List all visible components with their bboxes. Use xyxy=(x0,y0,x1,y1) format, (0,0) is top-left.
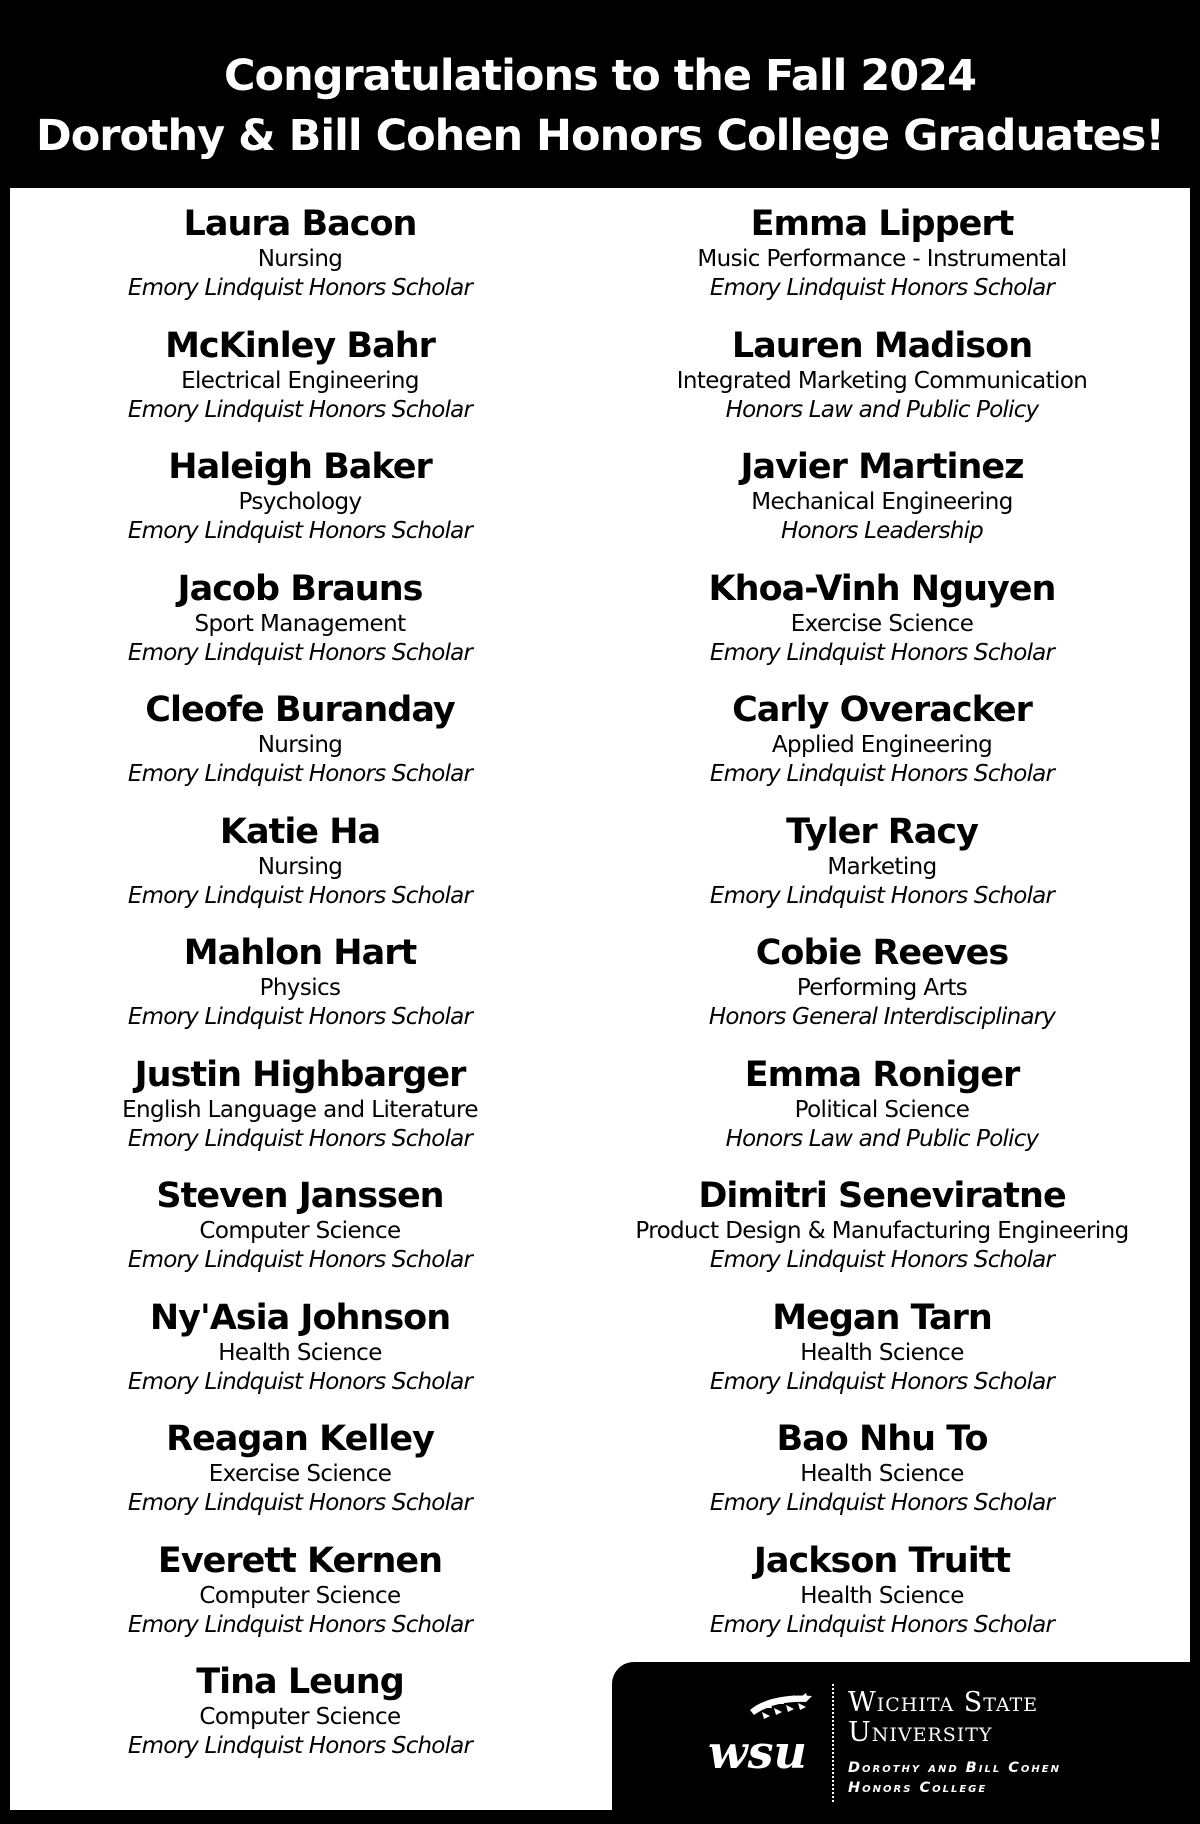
graduate-major: Integrated Marketing Communication xyxy=(676,367,1088,394)
graduate-entry xyxy=(590,933,1174,1055)
graduate-major: Mechanical Engineering xyxy=(751,489,1013,515)
graduate-name: Jacob Brauns xyxy=(177,568,423,609)
graduate-program: Emory Lindquist Honors Scholar xyxy=(127,1611,473,1638)
graduate-name: Megan Tarn xyxy=(772,1297,992,1338)
graduate-major: Marketing xyxy=(827,853,937,880)
graduate-major: Nursing xyxy=(257,853,343,880)
graduate-major: Nursing xyxy=(257,732,343,758)
graduate-entry xyxy=(10,933,590,1055)
graduate-name: Tina Leung xyxy=(196,1662,404,1702)
graduate-program: Emory Lindquist Honors Scholar xyxy=(709,1611,1055,1638)
graduate-name: Mahlon Hart xyxy=(183,933,417,973)
graduates-column-right xyxy=(590,204,1174,1662)
graduate-major: Physics xyxy=(259,975,341,1001)
graduate-major: Health Science xyxy=(218,1339,382,1366)
college-name-line1: Dorothy and Bill Cohen xyxy=(848,1760,1061,1776)
graduate-major: Psychology xyxy=(238,489,362,515)
graduate-name: Laura Bacon xyxy=(183,204,417,244)
logo-divider xyxy=(832,1684,834,1802)
graduate-entry xyxy=(590,1176,1174,1298)
graduate-entry xyxy=(10,1419,590,1541)
graduate-program: Emory Lindquist Honors Scholar xyxy=(709,761,1055,787)
graduate-major: Applied Engineering xyxy=(771,732,993,758)
graduate-entry xyxy=(10,1541,590,1663)
graduate-entry xyxy=(10,1055,590,1177)
graduate-program: Emory Lindquist Honors Scholar xyxy=(127,761,473,787)
graduate-program: Honors Leadership xyxy=(781,518,983,544)
graduate-entry xyxy=(590,1298,1174,1420)
graduate-major: Product Design & Manufacturing Engineering xyxy=(635,1218,1129,1244)
graduate-program: Emory Lindquist Honors Scholar xyxy=(127,882,473,909)
graduate-program: Emory Lindquist Honors Scholar xyxy=(709,639,1055,666)
graduate-program: Emory Lindquist Honors Scholar xyxy=(127,396,473,423)
graduate-major: English Language and Literature xyxy=(122,1096,478,1123)
graduate-program: Emory Lindquist Honors Scholar xyxy=(709,1490,1055,1516)
graduate-major: Computer Science xyxy=(199,1704,401,1730)
graduate-major: Nursing xyxy=(257,246,343,272)
graduates-panel xyxy=(10,188,1190,1810)
graduate-name: Steven Janssen xyxy=(156,1176,444,1216)
graduate-program: Emory Lindquist Honors Scholar xyxy=(127,275,473,301)
graduate-major: Health Science xyxy=(800,1582,964,1609)
graduate-program: Emory Lindquist Honors Scholar xyxy=(127,1004,473,1030)
graduate-entry xyxy=(590,812,1174,934)
graduate-entry xyxy=(10,690,590,812)
graduate-name: Cleofe Buranday xyxy=(145,690,455,730)
graduate-name: Ny'Asia Johnson xyxy=(149,1297,451,1338)
graduate-entry xyxy=(590,569,1174,691)
graduate-name: Justin Highbarger xyxy=(134,1054,466,1095)
graduate-entry xyxy=(590,204,1174,326)
college-name-line2: Honors College xyxy=(848,1780,988,1796)
graduate-entry xyxy=(10,1298,590,1420)
graduate-name: Reagan Kelley xyxy=(166,1419,434,1459)
graduate-name: Carly Overacker xyxy=(732,690,1032,730)
graduate-major: Exercise Science xyxy=(790,610,974,637)
graduate-program: Emory Lindquist Honors Scholar xyxy=(127,1125,473,1152)
graduate-program: Emory Lindquist Honors Scholar xyxy=(709,1247,1055,1273)
graduate-major: Computer Science xyxy=(199,1218,401,1244)
graduate-entry xyxy=(10,812,590,934)
graduate-major: Exercise Science xyxy=(208,1461,392,1487)
wsu-wheat-logo-icon xyxy=(702,1688,830,1788)
graduate-entry xyxy=(10,1176,590,1298)
graduate-major: Health Science xyxy=(800,1461,964,1487)
graduate-name: Javier Martinez xyxy=(740,447,1024,487)
graduates-column-left xyxy=(10,204,590,1784)
graduate-name: Haleigh Baker xyxy=(168,447,432,487)
college-name xyxy=(848,1758,1061,1798)
graduate-entry xyxy=(10,447,590,569)
graduate-entry xyxy=(590,447,1174,569)
graduate-name: Katie Ha xyxy=(219,811,381,852)
graduate-program: Emory Lindquist Honors Scholar xyxy=(127,1247,473,1273)
graduate-entry xyxy=(10,569,590,691)
graduate-name: Lauren Madison xyxy=(731,325,1033,366)
graduate-program: Honors General Interdisciplinary xyxy=(708,1004,1056,1030)
graduate-major: Health Science xyxy=(800,1339,964,1366)
header-title-line2: Dorothy & Bill Cohen Honors College Graduates! xyxy=(36,111,1164,161)
graduate-major: Music Performance - Instrumental xyxy=(697,246,1067,272)
graduate-program: Emory Lindquist Honors Scholar xyxy=(709,1368,1055,1395)
graduate-major: Performing Arts xyxy=(796,975,968,1001)
graduate-major: Computer Science xyxy=(199,1582,401,1609)
university-name-line1: Wichita State xyxy=(848,1687,1039,1718)
graduate-major: Electrical Engineering xyxy=(181,367,419,394)
graduate-name: Jackson Truitt xyxy=(753,1540,1011,1581)
graduate-program: Honors Law and Public Policy xyxy=(725,1125,1039,1152)
wsu-mark-text: wsu xyxy=(708,1725,807,1779)
graduate-entry xyxy=(590,326,1174,448)
graduate-entry xyxy=(590,1055,1174,1177)
graduate-name: Tyler Racy xyxy=(786,811,978,852)
university-name xyxy=(848,1688,1038,1748)
graduate-major: Sport Management xyxy=(194,610,406,637)
graduate-entry xyxy=(590,690,1174,812)
graduate-program: Emory Lindquist Honors Scholar xyxy=(709,275,1055,301)
graduate-entry xyxy=(10,1662,590,1784)
graduate-name: Bao Nhu To xyxy=(776,1419,988,1459)
graduate-name: Emma Roniger xyxy=(744,1054,1020,1095)
graduate-program: Emory Lindquist Honors Scholar xyxy=(127,1733,473,1759)
graduate-name: Cobie Reeves xyxy=(755,933,1009,973)
graduate-name: Emma Lippert xyxy=(750,204,1014,244)
graduate-entry xyxy=(590,1541,1174,1663)
graduate-program: Honors Law and Public Policy xyxy=(725,396,1039,423)
graduate-name: Dimitri Seneviratne xyxy=(698,1176,1066,1216)
graduate-entry xyxy=(10,204,590,326)
page-header xyxy=(0,0,1200,190)
graduate-entry xyxy=(10,326,590,448)
graduate-program: Emory Lindquist Honors Scholar xyxy=(127,639,473,666)
graduate-program: Emory Lindquist Honors Scholar xyxy=(127,1368,473,1395)
graduate-name: McKinley Bahr xyxy=(165,325,435,366)
header-title-line1: Congratulations to the Fall 2024 xyxy=(223,51,976,101)
graduate-program: Emory Lindquist Honors Scholar xyxy=(127,518,473,544)
graduate-program: Emory Lindquist Honors Scholar xyxy=(709,882,1055,909)
graduate-program: Emory Lindquist Honors Scholar xyxy=(127,1490,473,1516)
graduate-entry xyxy=(590,1419,1174,1541)
wsu-logo-block xyxy=(612,1662,1200,1824)
university-name-line2: University xyxy=(848,1717,993,1748)
graduate-name: Everett Kernen xyxy=(157,1540,443,1581)
graduate-name: Khoa-Vinh Nguyen xyxy=(708,568,1056,609)
graduate-major: Political Science xyxy=(794,1096,970,1123)
